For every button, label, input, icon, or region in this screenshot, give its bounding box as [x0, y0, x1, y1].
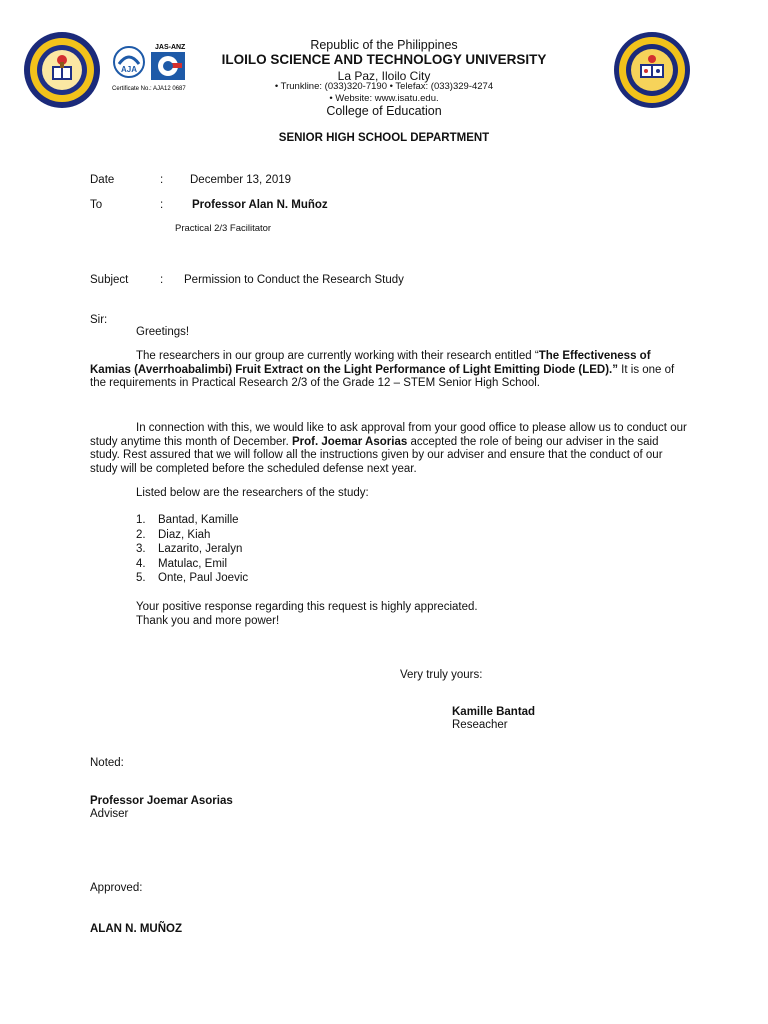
republic-line: Republic of the Philippines [310, 38, 458, 52]
noted-label: Noted: [90, 757, 124, 769]
contact-numbers: • Trunkline: (033)320-7190 • Telefax: (033)329-4274 [274, 81, 494, 92]
researchers-intro: Listed below are the researchers of the study: [136, 487, 369, 499]
researchers-list [136, 514, 248, 587]
list-item: 2. Diaz, Kiah [136, 528, 211, 541]
p1-rest: It is one of the requirements in Practical Research 2/3 of the Grade 12 – STEM Senior High School. [90, 363, 675, 389]
recipient-name: Professor Alan N. Muñoz [192, 199, 328, 211]
sender-role: Reseacher [452, 719, 508, 731]
salutation: Sir: [90, 314, 108, 326]
subject-label: Subject [90, 274, 129, 286]
cert-org-text: JAS-ANZ [155, 44, 186, 51]
closing-appreciation: Your positive response regarding this request is highly appreciated. [136, 601, 478, 613]
to-label: To [90, 199, 103, 211]
cert-brand-text: AJA [121, 65, 138, 74]
greeting: Greetings! [136, 326, 190, 338]
adviser-name: Professor Joemar Asorias [90, 795, 233, 807]
recipient-title: Practical 2/3 Facilitator [175, 223, 272, 234]
department-title: SENIOR HIGH SCHOOL DEPARTMENT [278, 132, 490, 144]
list-item: 1. Bantad, Kamille [136, 514, 239, 526]
to-colon: : [160, 199, 164, 211]
subject-colon: : [160, 274, 164, 286]
certificate-number: Certificate No.: AJA12 0687 [112, 86, 186, 92]
adviser-role: Adviser [90, 808, 129, 820]
date-colon: : [160, 174, 164, 186]
date-label: Date [90, 174, 115, 186]
isatu-seal-logo [24, 32, 100, 108]
university-name: ILOILO SCIENCE AND TECHNOLOGY UNIVERSITY [221, 52, 547, 67]
adviser-mention: Prof. Joemar Asorias [291, 435, 408, 448]
p2-rest: accepted the role of being our adviser in the said study. Rest assured that we will follow all the instructions given by our adviser and ensure that the conduct of our study will be completed before the scheduled defense next year. [90, 435, 663, 475]
research-title: The Effectiveness of Kamias (Averrhoabalimbi) Fruit Extract on the Light Performance of Light Emitting Diode (LED).” [90, 350, 651, 376]
list-item: 5. Onte, Paul Joevic [136, 572, 249, 584]
sender-name: Kamille Bantad [452, 706, 536, 718]
list-item: 4. Matulac, Emil [136, 557, 228, 570]
website-line: • Website: www.isatu.edu. [329, 93, 439, 104]
p2-intro: In connection with this, we would like to ask approval from your good office to please allow us to conduct our study anytime this month of December. [90, 422, 687, 448]
senior-high-school-seal-logo [614, 32, 690, 108]
college-name: College of Education [326, 104, 442, 118]
list-item: 3. Lazarito, Jeralyn [136, 543, 243, 555]
paragraph-approval-request [90, 422, 688, 476]
jas-anz-certification-logo [111, 42, 191, 94]
university-location: La Paz, Iloilo City [337, 69, 431, 83]
date-value: December 13, 2019 [190, 174, 292, 186]
subject-value: Permission to Conduct the Research Study [184, 274, 404, 286]
approver-name: ALAN N. MUÑOZ [90, 923, 182, 935]
closing-thanks: Thank you and more power! [136, 615, 280, 627]
paragraph-research-title [90, 350, 688, 391]
valediction: Very truly yours: [400, 669, 483, 681]
approved-label: Approved: [90, 882, 143, 894]
p1-intro: The researchers in our group are currently working with their research entitled “ [136, 350, 539, 362]
